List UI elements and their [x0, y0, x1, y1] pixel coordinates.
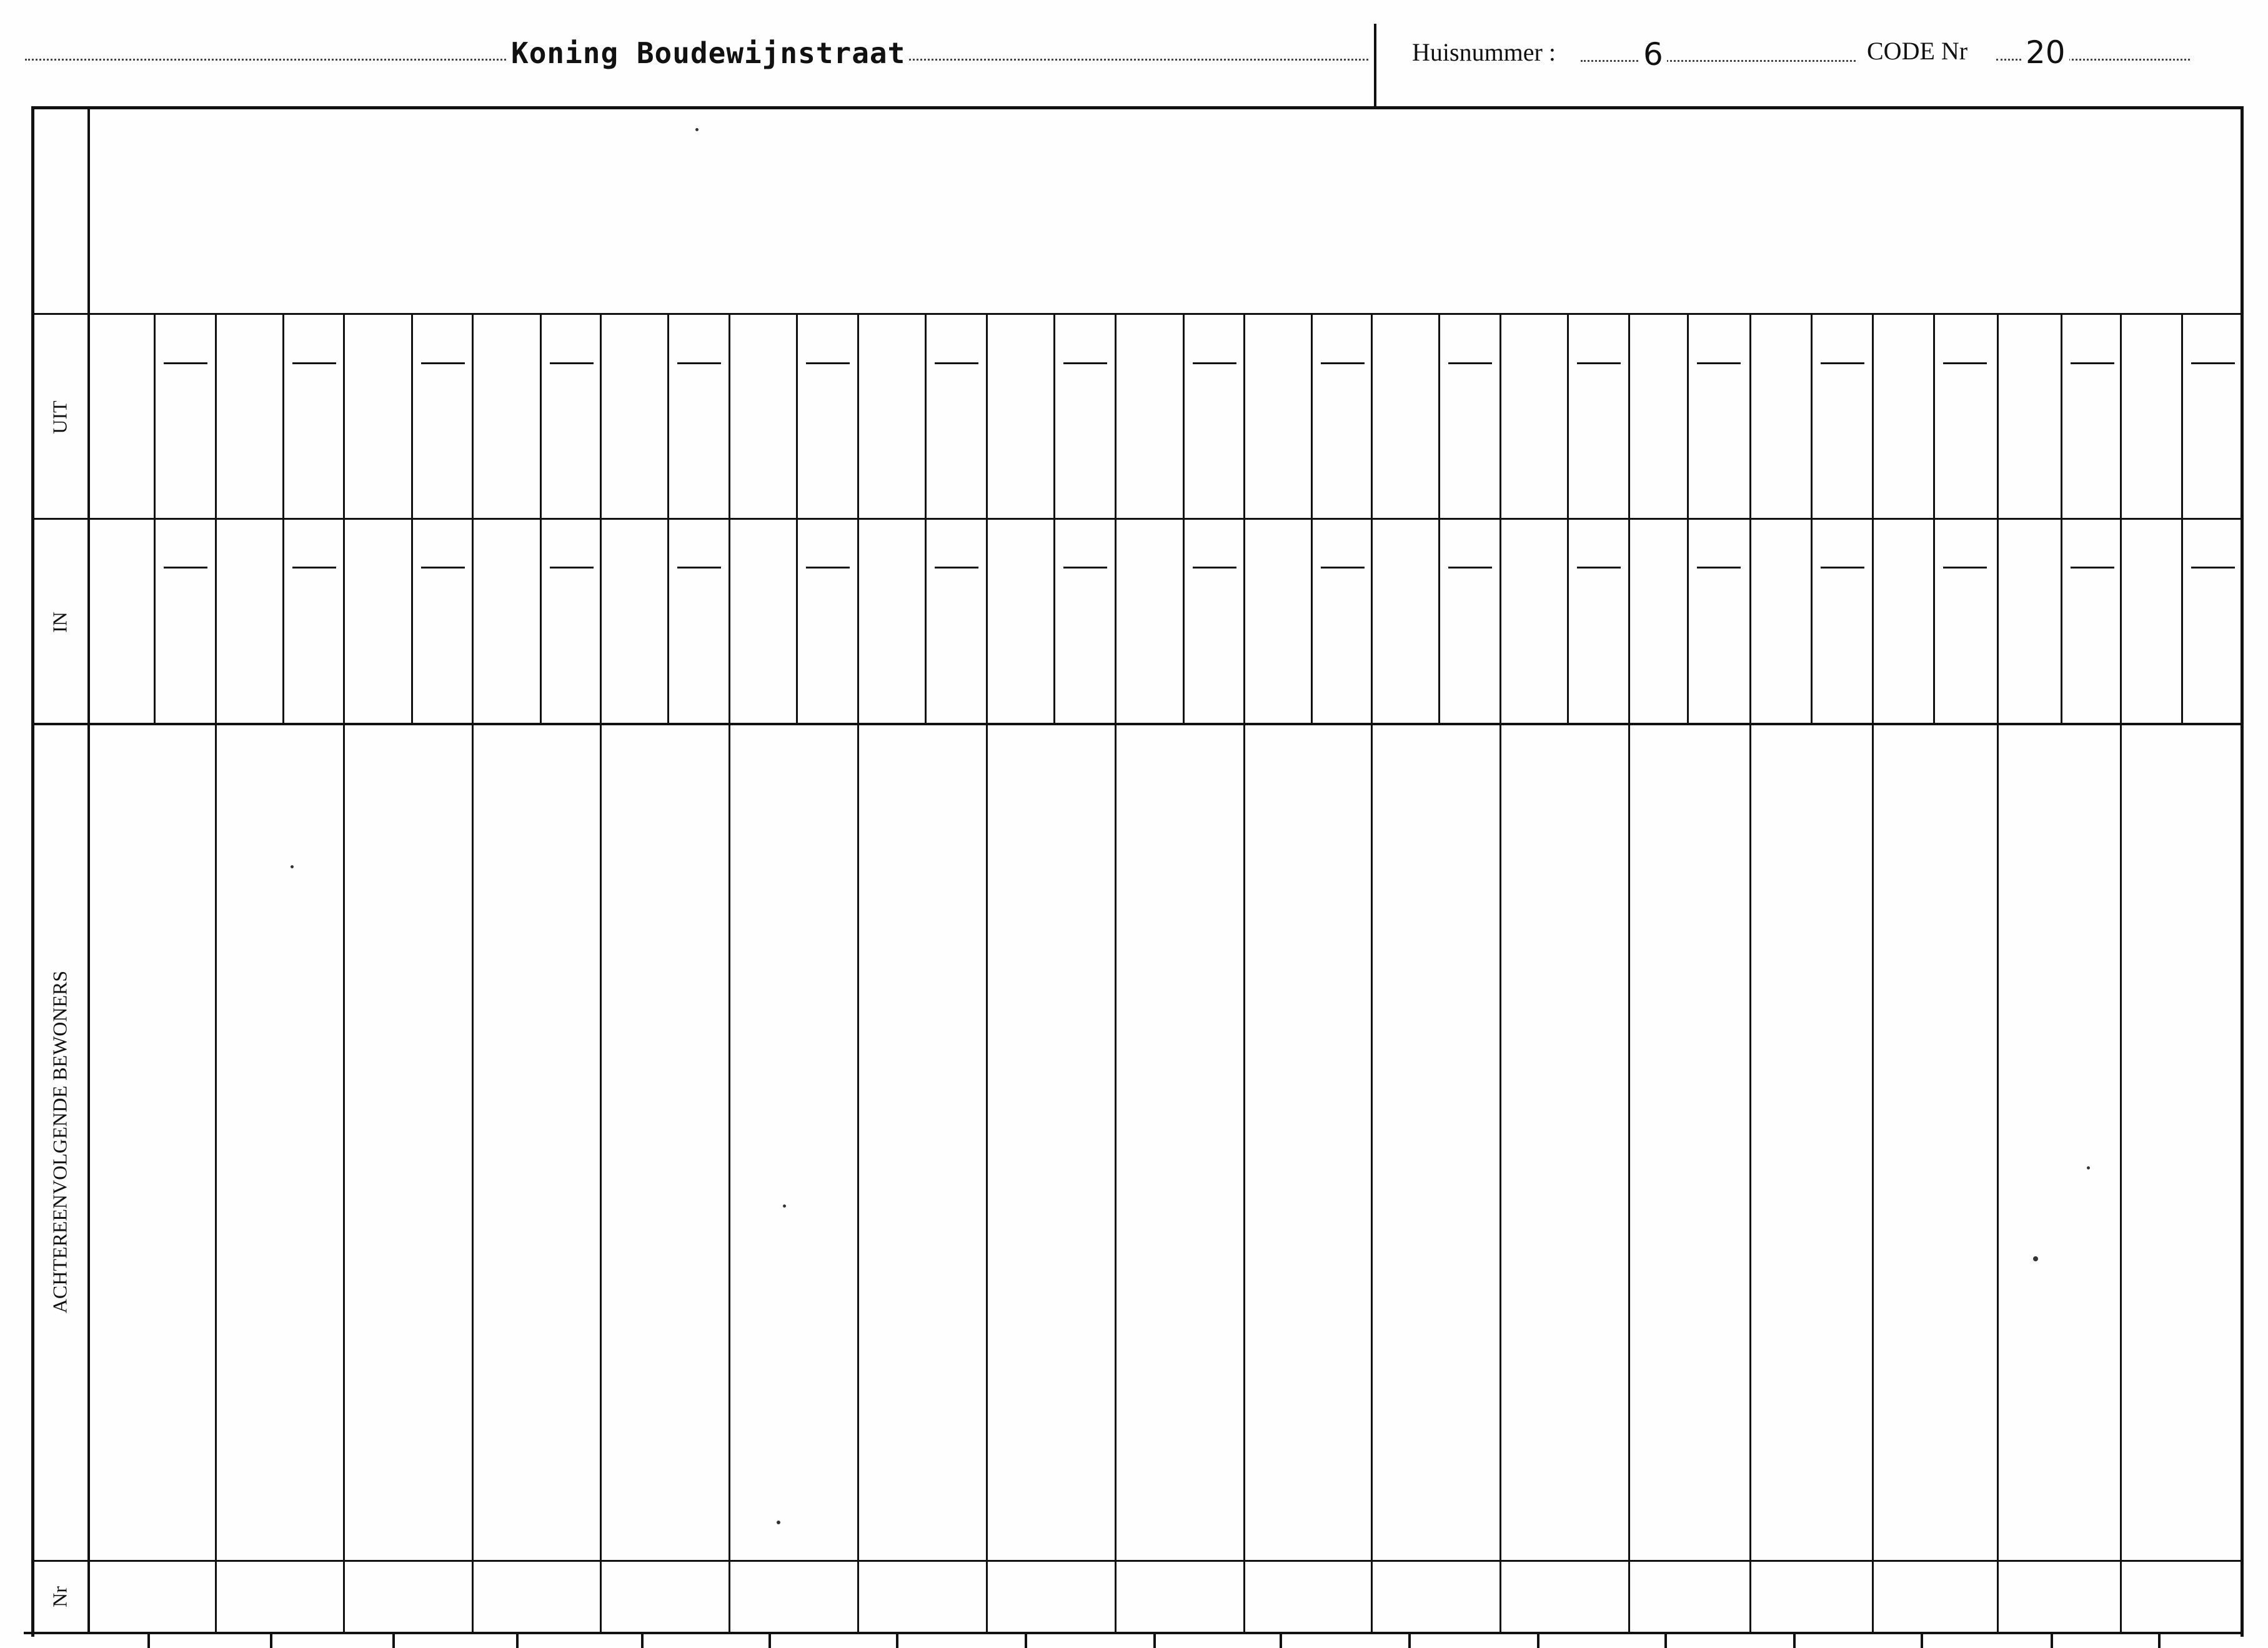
column-line: [1628, 314, 1630, 1633]
column-line: [472, 314, 474, 1633]
in-dash: [1193, 567, 1236, 568]
bottom-tick: [2158, 1633, 2161, 1648]
row-label-nr: Nr: [48, 1586, 71, 1607]
in-dash: [550, 567, 594, 568]
in-dash: [1697, 567, 1741, 568]
in-dash: [2071, 567, 2114, 568]
in-dash: [1063, 567, 1107, 568]
column-line: [1749, 314, 1751, 1633]
uit-dash: [550, 362, 594, 364]
label-column-separator: [87, 107, 90, 1633]
scan-speck: [291, 865, 294, 868]
in-dash: [1577, 567, 1621, 568]
house-number-value: 6: [1639, 36, 1667, 72]
in-dash: [292, 567, 336, 568]
bottom-tick: [516, 1633, 519, 1648]
sub-column-line: [925, 314, 927, 724]
uit-dash: [2191, 362, 2235, 364]
row-separator-uit-top: [32, 313, 2242, 315]
scan-speck: [2033, 1256, 2038, 1261]
grid-border-bottom: [24, 1632, 2244, 1634]
street-name: Koning Boudewijnstraat: [507, 36, 909, 70]
bottom-tick: [1793, 1633, 1796, 1648]
sub-column-line: [282, 314, 284, 724]
in-dash: [806, 567, 850, 568]
column-line: [1997, 314, 1999, 1633]
in-dash: [1821, 567, 1864, 568]
sub-column-line: [154, 314, 156, 724]
sub-column-line: [2181, 314, 2183, 724]
column-line: [1500, 314, 1501, 1633]
row-separator-nr-top: [32, 1560, 2242, 1562]
uit-dash: [1321, 362, 1365, 364]
uit-dash: [1697, 362, 1741, 364]
uit-dash: [1448, 362, 1492, 364]
uit-dash: [1577, 362, 1621, 364]
bottom-tick: [768, 1633, 771, 1648]
sub-column-line: [411, 314, 413, 724]
uit-dash: [806, 362, 850, 364]
code-number-value: 20: [2022, 34, 2069, 71]
sub-column-line: [1311, 314, 1313, 724]
sub-column-line: [667, 314, 669, 724]
sub-column-line: [1687, 314, 1689, 724]
column-line: [1243, 314, 1245, 1633]
bottom-tick: [896, 1633, 898, 1648]
uit-dash: [164, 362, 207, 364]
scan-speck: [777, 1521, 780, 1524]
column-line: [343, 314, 345, 1633]
column-line: [600, 314, 602, 1633]
bottom-tick: [392, 1633, 395, 1648]
uit-dash: [1193, 362, 1236, 364]
in-dash: [421, 567, 465, 568]
row-label-in: IN: [48, 612, 71, 633]
bottom-tick: [147, 1633, 150, 1648]
in-dash: [677, 567, 721, 568]
uit-dash: [677, 362, 721, 364]
column-line: [1872, 314, 1874, 1633]
row-separator-residents-top: [32, 723, 2242, 725]
in-dash: [1321, 567, 1365, 568]
sub-column-line: [1183, 314, 1185, 724]
grid-border-right: [2241, 106, 2244, 1637]
grid-border-top: [31, 106, 2244, 109]
bottom-tick: [1664, 1633, 1667, 1648]
sub-column-line: [1811, 314, 1813, 724]
sub-column-line: [540, 314, 542, 724]
grid-border-left: [31, 106, 34, 1637]
column-line: [215, 314, 217, 1633]
in-dash: [164, 567, 207, 568]
bottom-tick: [270, 1633, 272, 1648]
column-line: [986, 314, 988, 1633]
sub-column-line: [1053, 314, 1055, 724]
sub-column-line: [1933, 314, 1935, 724]
uit-dash: [935, 362, 978, 364]
uit-dash: [421, 362, 465, 364]
column-line: [857, 314, 859, 1633]
column-line: [2120, 314, 2122, 1633]
sub-column-line: [796, 314, 798, 724]
column-line: [1371, 314, 1373, 1633]
in-dash: [935, 567, 978, 568]
row-label-residents: ACHTEREENVOLGENDE BEWONERS: [48, 970, 71, 1314]
bottom-tick: [1280, 1633, 1282, 1648]
scan-speck: [783, 1204, 786, 1208]
row-label-uit: UIT: [48, 400, 71, 434]
sub-column-line: [1438, 314, 1440, 724]
scan-speck: [695, 128, 699, 131]
column-line: [1115, 314, 1117, 1633]
in-dash: [1943, 567, 1987, 568]
house-number-label: Huisnummer :: [1412, 37, 1561, 67]
uit-dash: [1063, 362, 1107, 364]
bottom-tick: [1025, 1633, 1027, 1648]
bottom-tick: [641, 1633, 644, 1648]
scan-speck: [2087, 1166, 2090, 1169]
bottom-tick: [1153, 1633, 1156, 1648]
uit-dash: [1821, 362, 1864, 364]
uit-dash: [2071, 362, 2114, 364]
bottom-tick: [1537, 1633, 1539, 1648]
column-line: [729, 314, 730, 1633]
bottom-tick: [2051, 1633, 2053, 1648]
code-number-label: CODE Nr: [1867, 36, 1972, 66]
in-dash: [2191, 567, 2235, 568]
uit-dash: [292, 362, 336, 364]
uit-dash: [1943, 362, 1987, 364]
in-dash: [1448, 567, 1492, 568]
sub-column-line: [1567, 314, 1569, 724]
bottom-tick: [1921, 1633, 1923, 1648]
row-separator-in-top: [32, 518, 2242, 520]
sub-column-line: [2061, 314, 2062, 724]
bottom-tick: [1408, 1633, 1411, 1648]
